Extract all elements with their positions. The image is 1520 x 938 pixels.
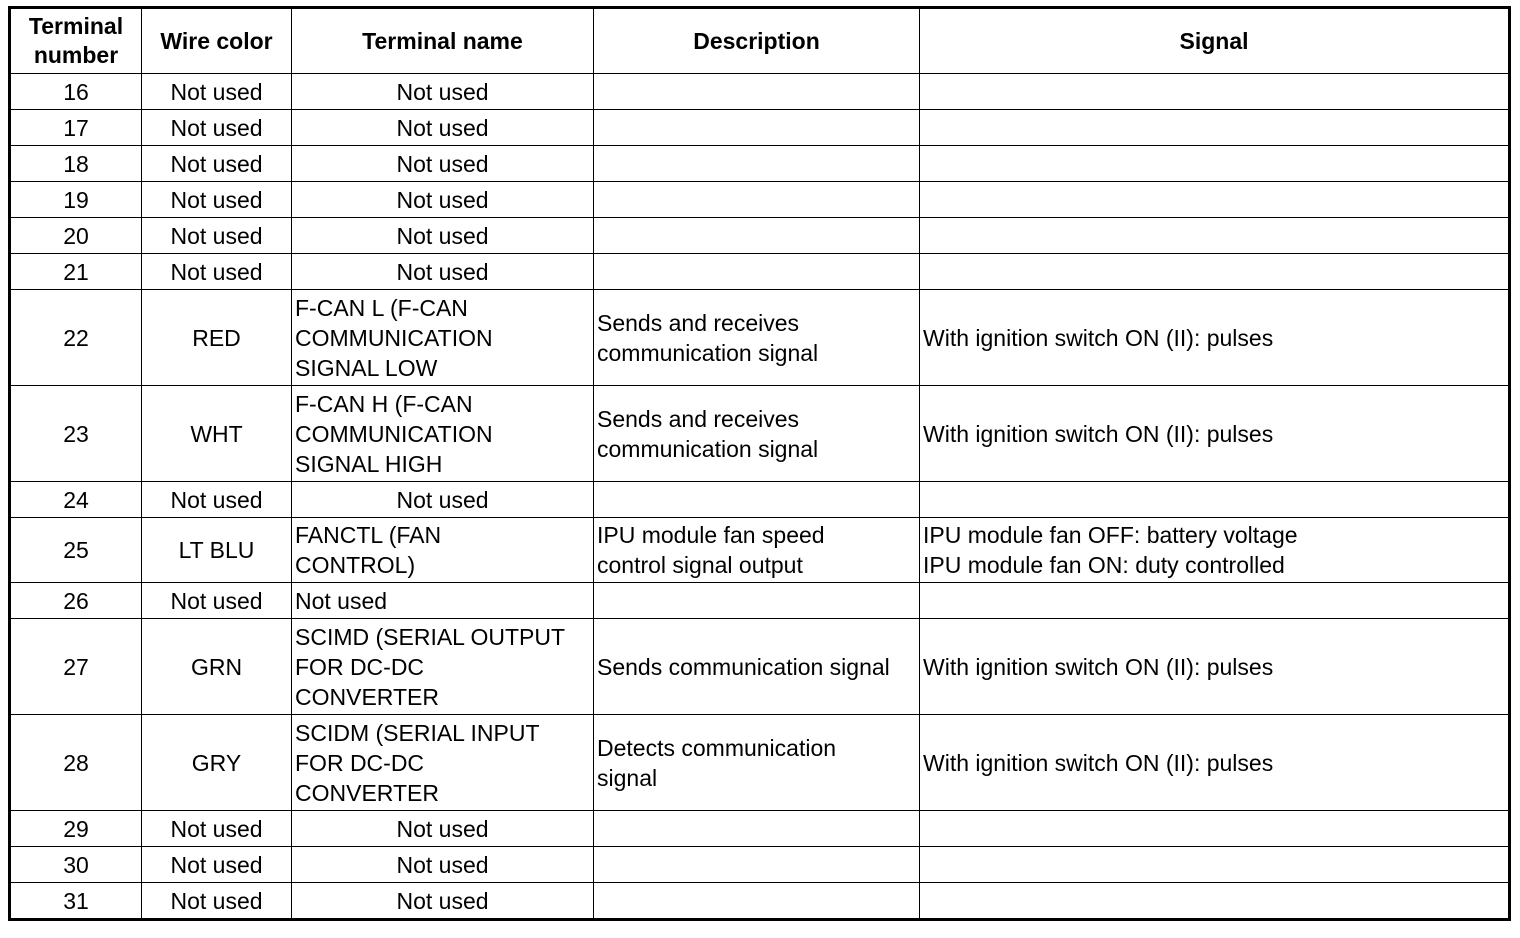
terminal-name-cell: F-CAN L (F-CAN COMMUNICATION SIGNAL LOW [292, 290, 594, 386]
table-row [10, 386, 1510, 482]
terminal-number-cell: 28 [10, 715, 142, 811]
terminal-name-cell: Not used [292, 110, 594, 146]
signal-cell [920, 847, 1510, 883]
wire-color-cell: GRN [142, 619, 292, 715]
wire-color-cell: GRY [142, 715, 292, 811]
wire-color-cell: Not used [142, 74, 292, 110]
wire-color-cell: Not used [142, 482, 292, 518]
table-row [10, 110, 1510, 146]
terminal-name-cell: Not used [292, 74, 594, 110]
terminal-number-cell: 23 [10, 386, 142, 482]
table-row [10, 715, 1510, 811]
terminal-number-cell: 24 [10, 482, 142, 518]
terminal-number-cell: 18 [10, 146, 142, 182]
terminal-number-cell: 22 [10, 290, 142, 386]
wire-color-cell: Not used [142, 583, 292, 619]
terminal-number-cell: 31 [10, 883, 142, 920]
description-cell [594, 583, 920, 619]
wire-color-cell: Not used [142, 254, 292, 290]
terminal-number-cell: 17 [10, 110, 142, 146]
terminal-name-cell: FANCTL (FAN CONTROL) [292, 518, 594, 583]
signal-cell [920, 254, 1510, 290]
table-row [10, 482, 1510, 518]
terminal-number-cell: 29 [10, 811, 142, 847]
header-wire-color: Wire color [142, 8, 292, 74]
description-cell [594, 146, 920, 182]
terminal-number-cell: 19 [10, 182, 142, 218]
terminal-name-cell: Not used [292, 482, 594, 518]
description-cell: Sends communication signal [594, 619, 920, 715]
terminal-name-cell: F-CAN H (F-CAN COMMUNICATION SIGNAL HIGH [292, 386, 594, 482]
terminal-name-cell: Not used [292, 811, 594, 847]
terminal-number-cell: 30 [10, 847, 142, 883]
description-cell: Detects communication signal [594, 715, 920, 811]
signal-cell [920, 110, 1510, 146]
terminal-name-cell: SCIMD (SERIAL OUTPUT FOR DC-DC CONVERTER [292, 619, 594, 715]
wire-color-cell: Not used [142, 811, 292, 847]
table-row [10, 146, 1510, 182]
terminal-number-cell: 16 [10, 74, 142, 110]
table-row [10, 847, 1510, 883]
terminal-number-cell: 26 [10, 583, 142, 619]
signal-cell [920, 182, 1510, 218]
wire-color-cell: Not used [142, 883, 292, 920]
signal-cell [920, 218, 1510, 254]
table-row [10, 619, 1510, 715]
terminal-table-container [8, 6, 1511, 921]
signal-cell: With ignition switch ON (II): pulses [920, 715, 1510, 811]
terminal-name-cell: Not used [292, 583, 594, 619]
table-row [10, 74, 1510, 110]
terminal-number-cell: 20 [10, 218, 142, 254]
wire-color-cell: Not used [142, 110, 292, 146]
description-cell [594, 811, 920, 847]
description-cell [594, 847, 920, 883]
wire-color-cell: LT BLU [142, 518, 292, 583]
wire-color-cell: WHT [142, 386, 292, 482]
terminal-name-cell: SCIDM (SERIAL INPUT FOR DC-DC CONVERTER [292, 715, 594, 811]
terminal-name-cell: Not used [292, 146, 594, 182]
terminal-number-cell: 25 [10, 518, 142, 583]
signal-cell: With ignition switch ON (II): pulses [920, 386, 1510, 482]
table-row [10, 290, 1510, 386]
description-cell [594, 182, 920, 218]
header-terminal-name: Terminal name [292, 8, 594, 74]
signal-cell: IPU module fan OFF: battery voltage IPU module fan ON: duty controlled [920, 518, 1510, 583]
description-cell [594, 74, 920, 110]
terminal-name-cell: Not used [292, 254, 594, 290]
table-row [10, 811, 1510, 847]
description-cell [594, 254, 920, 290]
description-cell [594, 218, 920, 254]
table-row [10, 182, 1510, 218]
wire-color-cell: Not used [142, 218, 292, 254]
terminal-name-cell: Not used [292, 883, 594, 920]
description-cell: Sends and receives communication signal [594, 386, 920, 482]
wire-color-cell: Not used [142, 146, 292, 182]
table-row [10, 583, 1510, 619]
signal-cell: With ignition switch ON (II): pulses [920, 290, 1510, 386]
terminal-name-cell: Not used [292, 218, 594, 254]
terminal-table [8, 6, 1511, 921]
header-terminal-number: Terminal number [10, 8, 142, 74]
wire-color-cell: Not used [142, 847, 292, 883]
signal-cell [920, 883, 1510, 920]
description-cell: IPU module fan speed control signal output [594, 518, 920, 583]
terminal-name-cell: Not used [292, 182, 594, 218]
signal-cell [920, 74, 1510, 110]
description-cell [594, 482, 920, 518]
terminal-name-cell: Not used [292, 847, 594, 883]
description-cell: Sends and receives communication signal [594, 290, 920, 386]
terminal-number-cell: 27 [10, 619, 142, 715]
wire-color-cell: Not used [142, 182, 292, 218]
description-cell [594, 110, 920, 146]
signal-cell [920, 811, 1510, 847]
signal-cell [920, 146, 1510, 182]
description-cell [594, 883, 920, 920]
table-row [10, 218, 1510, 254]
signal-cell [920, 482, 1510, 518]
header-signal: Signal [920, 8, 1510, 74]
terminal-number-cell: 21 [10, 254, 142, 290]
table-row [10, 518, 1510, 583]
signal-cell: With ignition switch ON (II): pulses [920, 619, 1510, 715]
signal-cell [920, 583, 1510, 619]
table-header-row [10, 8, 1510, 74]
wire-color-cell: RED [142, 290, 292, 386]
table-row [10, 883, 1510, 920]
header-description: Description [594, 8, 920, 74]
table-row [10, 254, 1510, 290]
